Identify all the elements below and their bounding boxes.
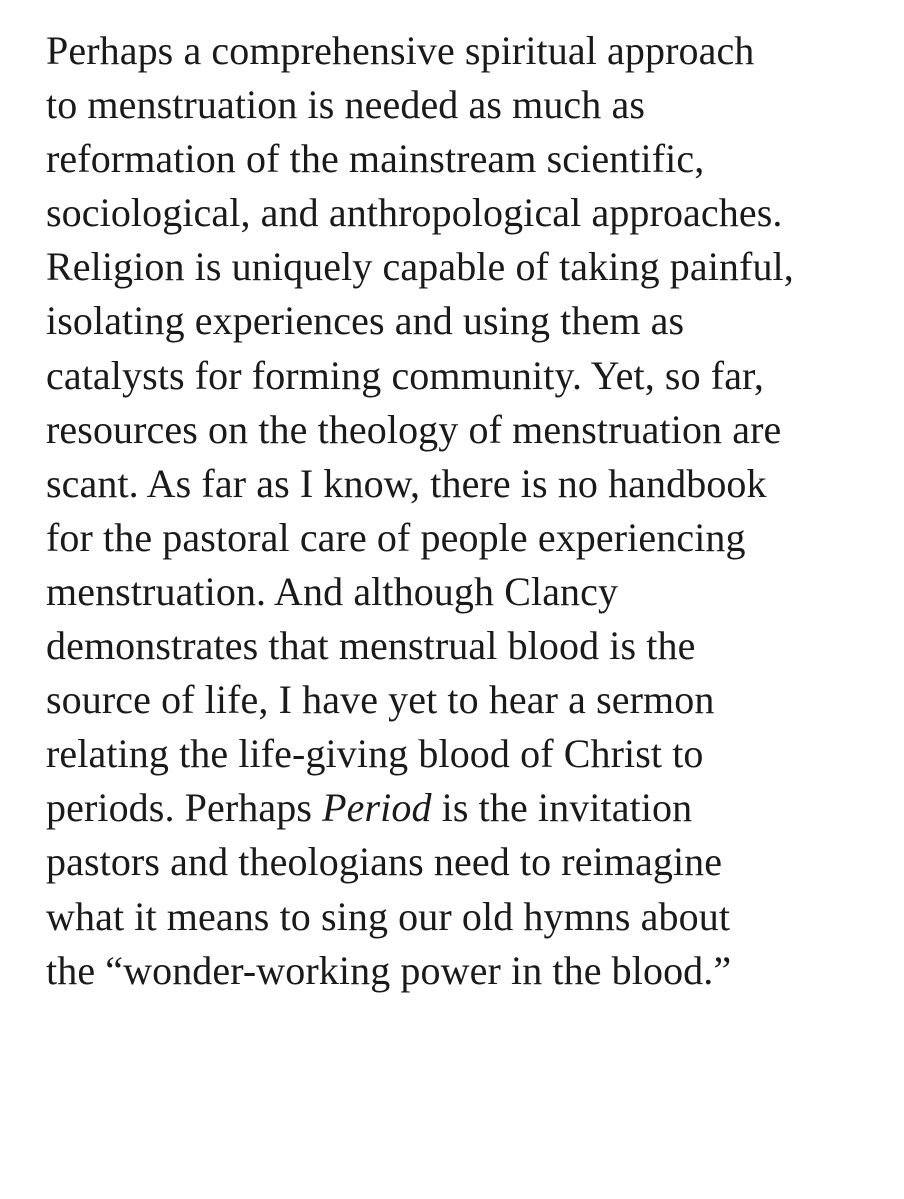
text-line: catalysts for forming community. Yet, so far,: [46, 352, 764, 398]
text-line: menstruation. And although Clancy: [46, 568, 619, 614]
text-line: for the pastoral care of people experiencing: [46, 514, 746, 560]
text-line: pastors and theologians need to reimagine: [46, 839, 723, 885]
text-line: demonstrates that menstrual blood is the: [46, 623, 696, 669]
text-line: reformation of the mainstream scientific,: [46, 136, 705, 182]
text-line-with-italic-title: [46, 781, 896, 835]
text-line: what it means to sing our old hymns about: [46, 893, 731, 939]
text-line: relating the life-giving blood of Christ to: [46, 731, 704, 777]
text-segment: is the invitation: [431, 785, 693, 831]
text-line: Perhaps a comprehensive spiritual approach: [46, 28, 755, 73]
text-line: to menstruation is needed as much as: [46, 82, 646, 128]
book-title-italic: Period: [322, 785, 432, 831]
text-segment: periods. Perhaps: [46, 785, 323, 831]
text-line: Religion is uniquely capable of taking painful,: [46, 244, 794, 290]
text-line: isolating experiences and using them as: [46, 298, 685, 344]
text-line: scant. As far as I know, there is no handbook: [46, 460, 767, 506]
text-line: sociological, and anthropological approaches.: [46, 190, 783, 236]
text-line: source of life, I have yet to hear a sermon: [46, 677, 715, 723]
text-line: the “wonder-working power in the blood.”: [46, 947, 732, 993]
text-line: resources on the theology of menstruation are: [46, 406, 782, 452]
body-paragraph: [46, 24, 896, 998]
